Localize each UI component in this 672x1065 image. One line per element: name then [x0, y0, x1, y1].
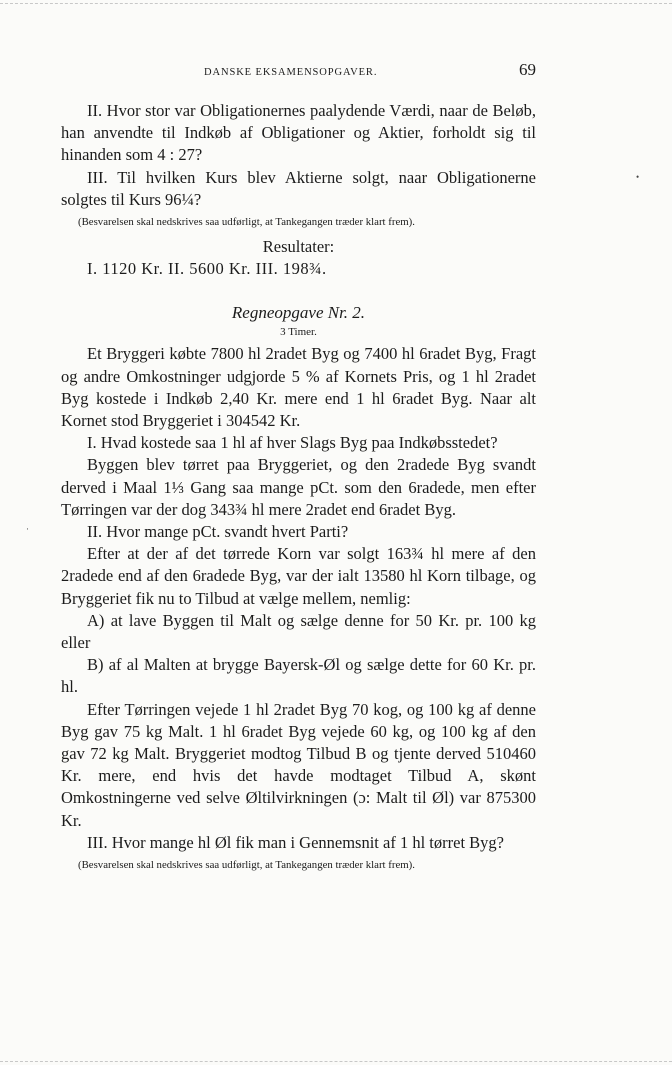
problem-paragraph: Byggen blev tørret paa Bryggeriet, og den 2radede Byg svandt derved i Maal 1⅓ Gang saa mange pCt. som den 6radede, men efter Tørringen var der dog 343¾ hl mere 2radet end 6radet Byg. — [61, 455, 536, 519]
question-iii: III. Hvor mange hl Øl fik man i Gennemsnit af 1 hl tørret Byg? — [87, 832, 504, 852]
question-i: I. Hvad kostede saa 1 hl af hver Slags Byg paa Indkøbsstedet? — [87, 433, 498, 453]
time-allowance: 3 Timer. — [280, 326, 317, 339]
offer-b: B) af al Malten at brygge Bayersk-Øl og sælge dette for 60 Kr. pr. hl. — [61, 655, 536, 697]
problem-paragraph: Efter Tørringen vejede 1 hl 2radet Byg 70 kog, og 100 kg af denne Byg gav 75 kg Malt. 1 hl 6radet Byg vejede 60 kg, og 100 kg af den gav 72 kg Malt. Bryggeriet modtog Tilbud B og tjente derved 510460 Kr. mere, end hvis det havde modtaget Tilbud A, skønt Omkostningerne ved selve Øltilvirkningen (ɔ: Malt til Øl) var 875300 Kr. — [61, 699, 536, 830]
instruction-note: (Besvarelsen skal nedskrives saa udførligt, at Tankegangen træder klart frem). — [78, 216, 415, 229]
problem-paragraph: Efter at der af det tørrede Korn var solgt 163¾ hl mere af den 2radede end af den 6radede Byg, var der ialt 13580 hl Korn tilbage, og Bryggeriet fik nu to Tilbud at vælge mellem, nemlig: — [61, 544, 536, 608]
top-scan-edge — [0, 3, 672, 4]
section-title: Regneopgave Nr. 2. — [231, 303, 366, 323]
offer-a: A) at lave Byggen til Malt og sælge denne for 50 Kr. pr. 100 kg eller — [61, 610, 536, 653]
page-number: 69 — [519, 60, 536, 79]
question-ii-obligations: II. Hvor stor var Obligationernes paalydende Værdi, naar de Beløb, han anvendte til Indkøb af Obligationer og Aktier, forholdt sig til hinanden som 4 : 27? — [61, 101, 536, 165]
question-iii-rate: III. Til hvilken Kurs blev Aktierne solgt, naar Obligationerne solgtes til Kurs 96¼? — [61, 167, 536, 209]
results-heading: Resultater: — [262, 237, 335, 257]
page-header — [62, 62, 536, 86]
page-body — [61, 100, 536, 879]
results-line: I. 1120 Kr. II. 5600 Kr. III. 198¾. — [87, 259, 327, 279]
margin-speck: • — [636, 172, 640, 182]
bottom-scan-edge — [0, 1061, 672, 1062]
instruction-note: (Besvarelsen skal nedskrives saa udførligt, at Tankegangen træder klart frem). — [78, 859, 415, 872]
problem-paragraph: Et Bryggeri købte 7800 hl 2radet Byg og 7400 hl 6radet Byg, Fragt og andre Omkostninger udgjorde 5 % af Kornets Pris, og 1 hl 2radet Byg kostede i Indkøb 2,40 Kr. mere end 1 hl 6radet Byg. Naar alt Kornet stod Bryggeriet i 304542 Kr. — [61, 344, 536, 431]
margin-speck: · — [26, 524, 29, 534]
question-ii: II. Hvor mange pCt. svandt hvert Parti? — [87, 522, 349, 542]
running-title: DANSKE EKSAMENSOPGAVER. — [204, 67, 378, 78]
